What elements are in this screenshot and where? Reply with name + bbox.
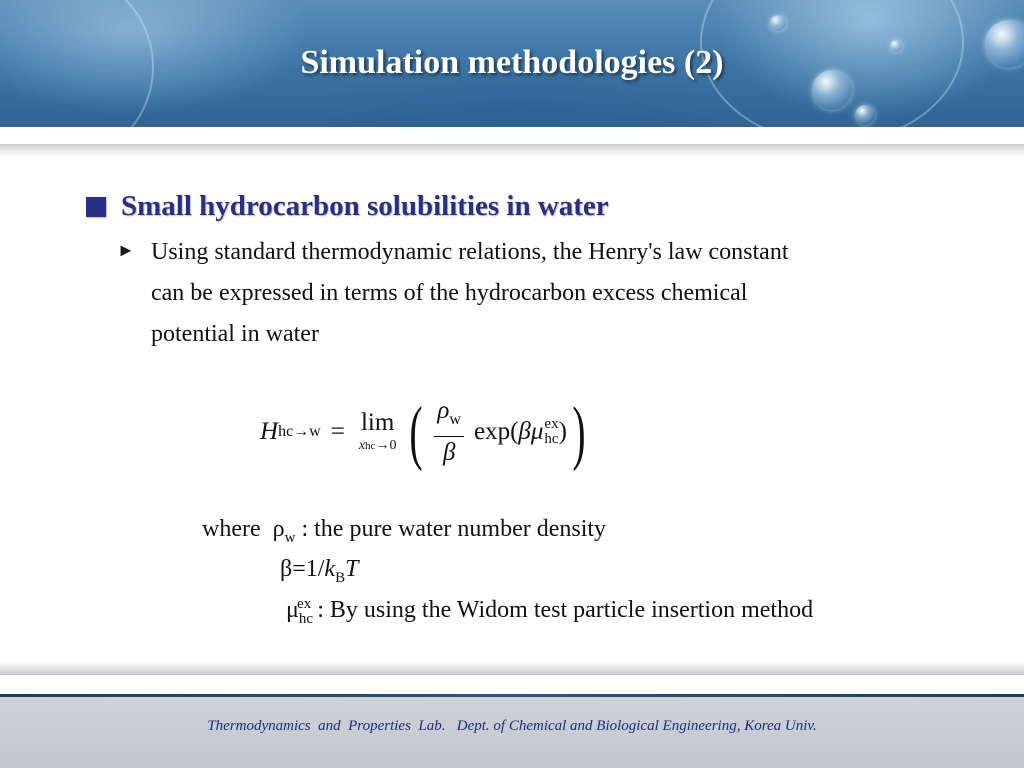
formula-lhs-symbol: H bbox=[260, 418, 279, 445]
formula-exp: exp( bbox=[473, 418, 519, 445]
henry-law-formula bbox=[260, 392, 591, 472]
formula-right-paren: ) bbox=[572, 392, 586, 472]
where-beta: β=1/ bbox=[280, 556, 325, 582]
formula-close: ) bbox=[558, 418, 567, 445]
where-mu-sub: hc bbox=[298, 610, 314, 627]
formula-lim-var: x bbox=[358, 438, 366, 453]
where-mu-sup: ex bbox=[297, 596, 312, 612]
formula-fraction bbox=[434, 398, 464, 466]
where-T: T bbox=[345, 556, 359, 582]
formula-lhs-subscript: hc→w bbox=[278, 423, 321, 440]
bottom-divider bbox=[0, 661, 1024, 675]
square-bullet-icon bbox=[86, 197, 106, 217]
formula-lim-word: lim bbox=[360, 409, 395, 436]
where-mu-desc: : By using the Widom test particle insertion method bbox=[311, 597, 814, 623]
formula-lim-condition bbox=[359, 438, 397, 454]
formula-left-paren: ( bbox=[409, 392, 424, 472]
where-k-sub: B bbox=[335, 569, 346, 586]
formula-rho-sub: w bbox=[449, 411, 461, 428]
formula-mu: μ bbox=[530, 418, 544, 445]
section-heading bbox=[86, 190, 609, 223]
formula-numerator bbox=[434, 398, 464, 437]
where-mu: μ bbox=[286, 597, 299, 623]
formula-equals: = bbox=[330, 418, 345, 445]
bubble-icon bbox=[770, 15, 786, 31]
where-k: k bbox=[324, 556, 336, 582]
bullet-paragraph: Using standard thermodynamic relations, the Henry's law constant can be expressed in terms of the hydrocarbon excess chemical potential in water bbox=[151, 239, 789, 347]
formula-limit bbox=[359, 410, 397, 454]
formula-lim-target: →0 bbox=[375, 438, 397, 453]
formula-mu-scripts bbox=[544, 417, 558, 447]
top-divider bbox=[0, 144, 1024, 158]
where-line-rho bbox=[202, 516, 606, 547]
header-banner bbox=[0, 0, 1024, 127]
formula-mu-sup: ex bbox=[544, 416, 559, 432]
where-line-beta bbox=[280, 556, 358, 587]
where-rho-sub: w bbox=[284, 529, 296, 546]
formula-denominator bbox=[443, 437, 455, 466]
formula-beta: β bbox=[518, 418, 531, 445]
formula-mu-sub: hc bbox=[544, 431, 559, 447]
section-heading-text: Small hydrocarbon solubilities in water bbox=[121, 190, 609, 222]
where-line-mu bbox=[286, 596, 813, 628]
footer-text: Thermodynamics and Properties Lab. Dept. of Chemical and Biological Engineering, Korea Univ. bbox=[207, 718, 817, 734]
where-rho: ρ bbox=[272, 516, 285, 542]
triangle-right-bullet-icon: ► bbox=[117, 240, 135, 260]
where-label: where bbox=[202, 516, 273, 542]
slide-title: Simulation methodologies (2) bbox=[300, 44, 724, 81]
formula-lim-var-sub: hc bbox=[365, 440, 376, 452]
formula-rho: ρ bbox=[437, 397, 450, 424]
formula-beta-den: β bbox=[442, 439, 456, 466]
where-rho-desc: : the pure water number density bbox=[295, 516, 607, 542]
bubble-icon bbox=[855, 105, 875, 125]
